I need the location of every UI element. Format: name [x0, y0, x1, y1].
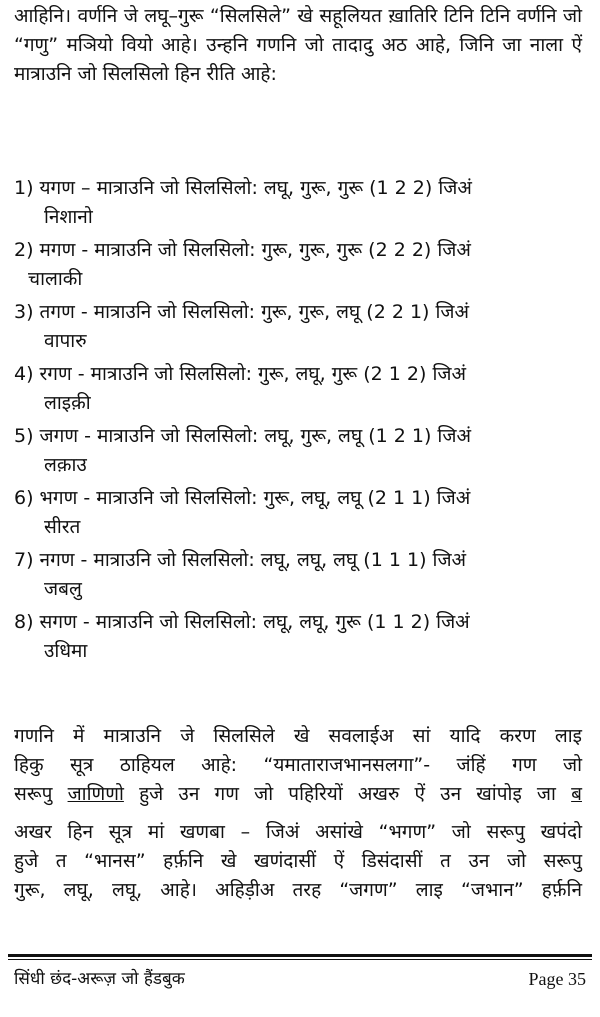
list-item [14, 298, 582, 360]
underlined-word: जाणिणो [67, 783, 124, 805]
gana-list [14, 174, 582, 670]
intro-paragraph: आहिनि। वर्णनि जे लघू–गुरू “सिलसिले” खे सहूलियत ख़ातिरि टिनि टिनि वर्णनि जो “गणु” मञियो वियो आहे। उन्हनि गणनि जो तादादु अठ आहे, जिनि जा नाला ऐं मात्राउनि जो सिलसिलो हिन रीति आहे: [14, 5, 582, 85]
gana-example: लाइक़ी [44, 392, 91, 414]
paragraph-line: हिकु सूत्र ठाहियल आहे: “यमाताराजभानसलगा”- जंहिं गण जो [14, 754, 582, 776]
gana-example: जबलु [44, 578, 82, 600]
gana-definition: 2) मगण - मात्राउनि जो सिलसिलो: गुरू, गुरू, गुरू (2 2 2) जिअं [14, 239, 471, 261]
list-item [14, 236, 582, 298]
gana-definition: 1) यगण – मात्राउनि जो सिलसिलो: लघू, गुरू, गुरू (1 2 2) जिअं [14, 177, 472, 199]
paragraph-line: हुजे त “भानस” हर्फ़नि खे खणंदासीं ऐं डिसंदासीं त उन जो सरूपु [14, 850, 582, 872]
gana-example: निशानो [44, 206, 93, 228]
gana-example: सीरत [44, 516, 81, 538]
footer-book-title: सिंधी छंद-अरूज़ जो हैंडबुक [14, 969, 185, 989]
gana-example: उधिमा [44, 640, 88, 662]
list-item [14, 422, 582, 484]
text-segment: सरूपु [14, 783, 68, 805]
page-number: Page 35 [528, 969, 586, 989]
gana-example: लक़ाउ [44, 454, 87, 476]
gana-definition: 4) रगण - मात्राउनि जो सिलसिलो: गुरू, लघू, गुरू (2 1 2) जिअं [14, 363, 466, 385]
paragraph-line: अखर हिन सूत्र मां खणबा – जिअं असांखे “भगण” जो सरूपु खपंदो [14, 821, 582, 843]
list-item [14, 608, 582, 670]
footer-divider-thick [8, 954, 592, 957]
text-segment: हुजे उन गण जो पहिरियों अखरु ऐं उन खांपोइ जा [123, 783, 572, 805]
list-item [14, 484, 582, 546]
gana-example: चालाकी [28, 268, 83, 290]
mnemonic-paragraph [14, 722, 582, 809]
gana-definition: 8) सगण - मात्राउनि जो सिलसिलो: लघू, लघू, गुरू (1 1 2) जिअं [14, 611, 470, 633]
list-item [14, 546, 582, 608]
paragraph-line: गणनि में मात्राउनि जे सिलसिले खे सवलाईअ सां यादि करण लाइ [14, 725, 582, 747]
list-item [14, 360, 582, 422]
paragraph-line: गुरू, लघू, लघू, आहे। अहिड़ीअ तरह “जगण” लाइ “जभान” हर्फ़नि [14, 879, 582, 901]
gana-definition: 7) नगण - मात्राउनि जो सिलसिलो: लघू, लघू, लघू (1 1 1) जिअं [14, 549, 467, 571]
paragraph-line [14, 780, 582, 809]
gana-definition: 6) भगण - मात्राउनि जो सिलसिलो: गुरू, लघू, लघू (2 1 1) जिअं [14, 487, 471, 509]
list-item [14, 174, 582, 236]
gana-example: वापारु [44, 330, 87, 352]
gana-definition: 3) तगण - मात्राउनि जो सिलसिलो: गुरू, गुरू, लघू (2 2 1) जिअं [14, 301, 470, 323]
example-paragraph [14, 818, 582, 905]
gana-definition: 5) जगण - मात्राउनि जो सिलसिलो: लघू, गुरू, लघू (1 2 1) जिअं [14, 425, 471, 447]
underlined-letter: ब [571, 783, 582, 805]
footer-divider-thin [8, 959, 592, 960]
